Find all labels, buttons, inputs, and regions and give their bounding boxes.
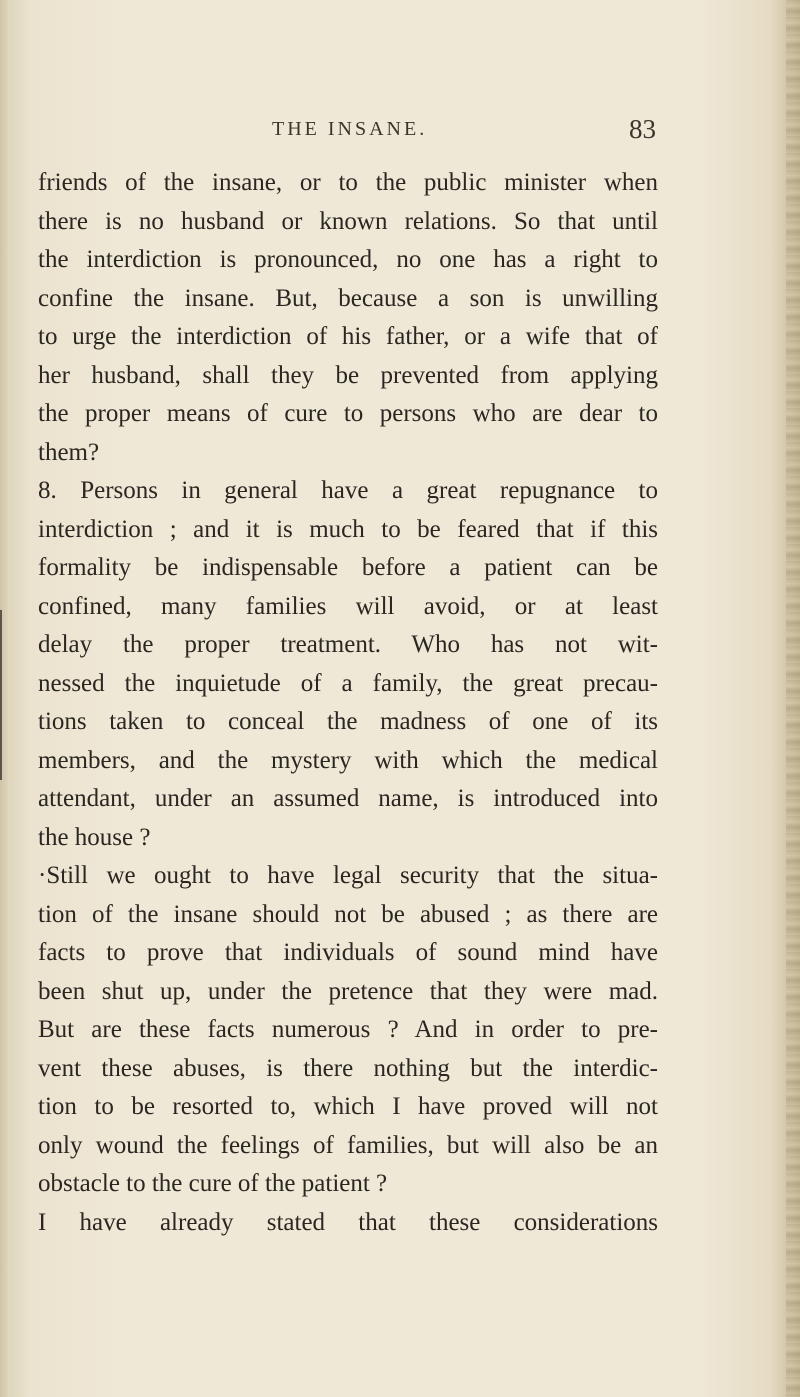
text-line: ·Still we ought to have legal security that the situa- bbox=[38, 862, 658, 889]
text-line: the proper means of cure to persons who are dear to bbox=[38, 400, 658, 427]
text-line: to urge the interdiction of his father, or a wife that of bbox=[38, 323, 658, 350]
page-right-edge bbox=[786, 0, 800, 1397]
body-text bbox=[38, 164, 658, 1242]
text-line: been shut up, under the pretence that they were mad. bbox=[38, 977, 658, 1005]
text-line: But are these facts numerous ? And in order to pre- bbox=[38, 1016, 658, 1043]
text-line: formality be indispensable before a patient can be bbox=[38, 554, 658, 581]
text-line: confined, many families will avoid, or at least bbox=[38, 592, 658, 620]
page-number: 83 bbox=[629, 114, 656, 144]
text-line: delay the proper treatment. Who has not wit- bbox=[38, 631, 658, 658]
page-header bbox=[36, 114, 656, 154]
text-line: vent these abuses, is there nothing but the interdic- bbox=[38, 1054, 658, 1082]
text-line: there is no husband or known relations. So that until bbox=[38, 207, 658, 235]
text-line: her husband, shall they be prevented from applying bbox=[38, 361, 658, 389]
text-line: nessed the inquietude of a family, the great precau- bbox=[38, 669, 658, 697]
text-line: 8. Persons in general have a great repugnance to bbox=[38, 477, 658, 504]
text-line: friends of the insane, or to the public minister when bbox=[38, 169, 658, 196]
text-line: tion of the insane should not be abused ; as there are bbox=[38, 900, 658, 928]
text-line: members, and the mystery with which the medical bbox=[38, 746, 658, 774]
text-line: them? bbox=[38, 438, 100, 466]
text-line: the house ? bbox=[38, 823, 151, 851]
text-line: facts to prove that individuals of sound mind have bbox=[38, 939, 658, 966]
text-line: only wound the feelings of families, but will also be an bbox=[38, 1131, 658, 1159]
text-line: interdiction ; and it is much to be feared that if this bbox=[38, 515, 658, 543]
text-line: obstacle to the cure of the patient ? bbox=[38, 1170, 388, 1197]
text-line: attendant, under an assumed name, is introduced into bbox=[38, 785, 658, 812]
text-line: confine the insane. But, because a son is unwilling bbox=[38, 284, 658, 312]
text-line: tion to be resorted to, which I have proved will not bbox=[38, 1093, 658, 1120]
text-line: the interdiction is pronounced, no one has a right to bbox=[38, 246, 658, 273]
running-head: THE INSANE. bbox=[272, 118, 428, 140]
text-line: I have already stated that these considerations bbox=[38, 1208, 658, 1236]
text-line: tions taken to conceal the madness of one of its bbox=[38, 708, 658, 735]
margin-mark bbox=[0, 610, 2, 780]
